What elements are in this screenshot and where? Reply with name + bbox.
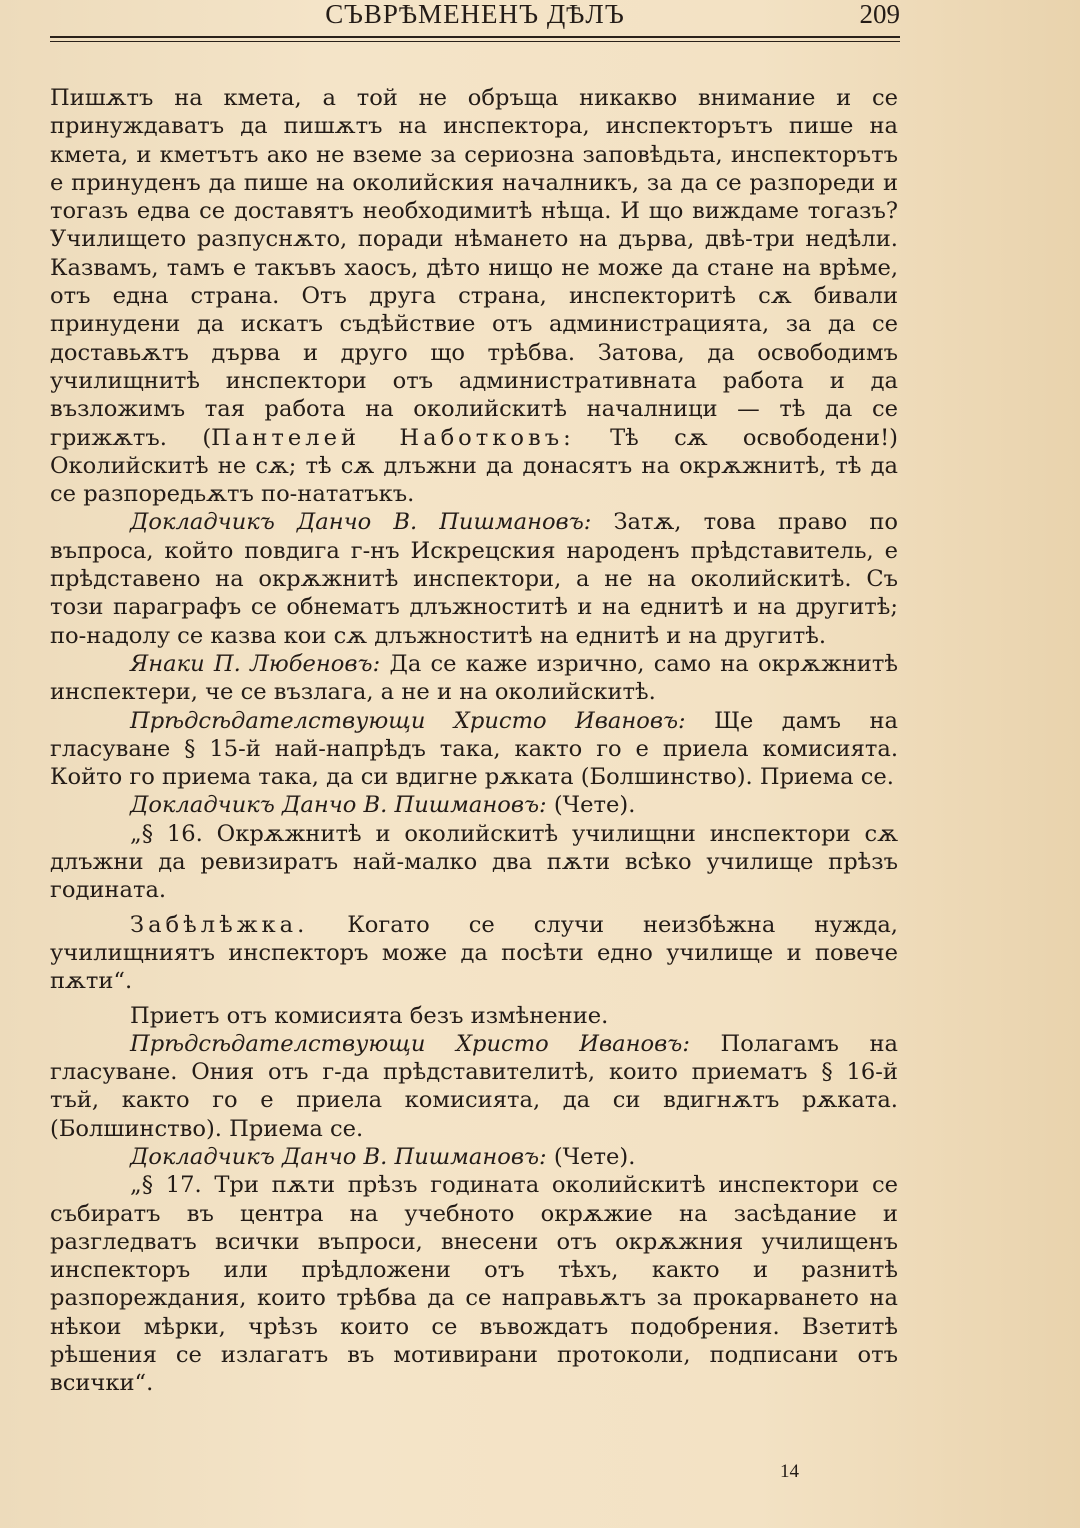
running-title: СЪВРѢМЕНЕНЪ ДѢЛЪ [325,0,625,29]
speech-text: (Чете). [546,1143,636,1170]
body-text [50,84,898,1398]
page-header [50,0,900,36]
speech-text: Затѫ, това право по въпроса, който повдига г-нъ Искрецския народенъ прѣдставитель, е прѣдставено на окрѫжнитѣ инспектори, а не на околийскитѣ. Съ този параграфъ се обнематъ длъжноститѣ и на еднитѣ и на другитѣ; по-надолу се казва кои сѫ длъжноститѣ на еднитѣ и на другитѣ. [50,509,899,649]
paragraph-text-end: Околийскитѣ не сѫ; тѣ сѫ длъжни да донасятъ на окрѫжнитѣ, тѣ да се разпоредьѫтъ по-нататъкъ. [50,452,898,508]
paragraph-16: „§ 16. Окрѫжнитѣ и околийскитѣ училищни инспектори сѫ длъжни да ревизиратъ най-малко два пѫти всѣко училище прѣзъ годината. [50,820,898,904]
speaker-name: Докладчикъ Данчо В. Пишмановъ: [130,1143,547,1170]
speaker-name: Докладчикъ Данчо В. Пишмановъ: [130,509,592,536]
note-label: Забѣлѣжка. [130,911,309,938]
speech-lyubenov [50,650,898,707]
header-rule-thin [50,41,900,42]
paragraph-continuation [50,84,898,508]
interjection-open: ( [167,424,212,451]
speech-text: Да се каже изрично, само на окрѫжнитѣ инспектери, че се възлага, а не и на околийскитѣ. [50,650,898,706]
paragraph-17: „§ 17. Три пѫти прѣзъ годината околийскитѣ инспектори се събиратъ въ центра на учебното окрѫжие на засѣдание и разгледватъ всички въпроси, внесени отъ окрѫжния училищенъ инспекторъ или прѣдложени отъ тѣхъ, както и разнитѣ разпореждания, които трѣбва да се направьѫтъ за прокарването на нѣкои мѣрки, чрѣзъ които се въвождатъ подобрения. Взетитѣ рѣшения се излагатъ въ мотивирани протоколи, подписани отъ всички“. [50,1172,898,1397]
note-16 [50,911,898,996]
speaker-name: Янаки П. Любеновъ: [130,650,381,677]
interjection-text: Тѣ сѫ освободени!) [574,424,898,451]
paragraph-text: Пишѫтъ на кмета, а той не обръща никакво внимание и се принуждаватъ да пишѫтъ на инспектора, инспекторътъ пише на кмета, и кметътъ ако не вземе за сериозна заповѣдьта, инспекторътъ е принуденъ да пише на околийския началникъ, за да се разпореди и тогазъ едва се доставятъ необходимитѣ нѣща. И що виждаме тогазъ? Училището разпуснѫто, поради нѣмането на дърва, двѣ-три недѣли. Казвамъ, тамъ е такъвъ хаосъ, дѣто нищо не може да стане на врѣме, отъ една страна. Отъ друга страна, инспекторитѣ сѫ бивали принудени да искатъ съдѣйствие отъ администрацията, за да се доставьѫтъ дърва и друго що трѣбва. Затова, да освободимъ училищнитѣ инспектори отъ административната работа и да възложимъ тая работа на околийскитѣ началници — тѣ да се грижѫтъ. [50,85,898,451]
speech-pishmanov-1 [50,508,898,649]
speech-pishmanov-3 [50,1143,898,1171]
speech-text: Полагамъ на гласуване. Ония отъ г-да прѣдставителитѣ, които приематъ § 16-й тъй, както го е приела комисията, да си вдигнѫтъ рѫката. (Болшинство). Приема се. [50,1030,898,1142]
page-number: 209 [859,0,900,29]
speech-pishmanov-2 [50,791,898,819]
speech-ivanov-2 [50,1030,898,1143]
adopted-note: Приетъ отъ комисията безъ измѣнение. [130,1002,609,1029]
header-rule [50,36,900,38]
speech-ivanov-1 [50,707,898,792]
speech-text: (Чете). [546,792,636,819]
speech-text: Ще дамъ на гласуване § 15-й най-напрѣдъ така, както го е приела комисията. Който го приема така, да си вдигне рѫката (Болшинство). Приема се. [50,707,898,791]
speaker-name: Прѣдсѣдателствующи Христо Ивановъ: [130,1030,690,1057]
speaker-name: Докладчикъ Данчо В. Пишмановъ: [130,792,547,819]
signature-mark: 14 [780,1461,799,1482]
speaker-name: Прѣдсѣдателствующи Христо Ивановъ: [130,707,686,734]
note-text: Когато се случи неизбѣжна нужда, училищниятъ инспекторъ може да посѣти едно училище и повече пѫти“. [50,911,898,995]
interjection-speaker: Пантелей Наботковъ: [211,424,575,451]
